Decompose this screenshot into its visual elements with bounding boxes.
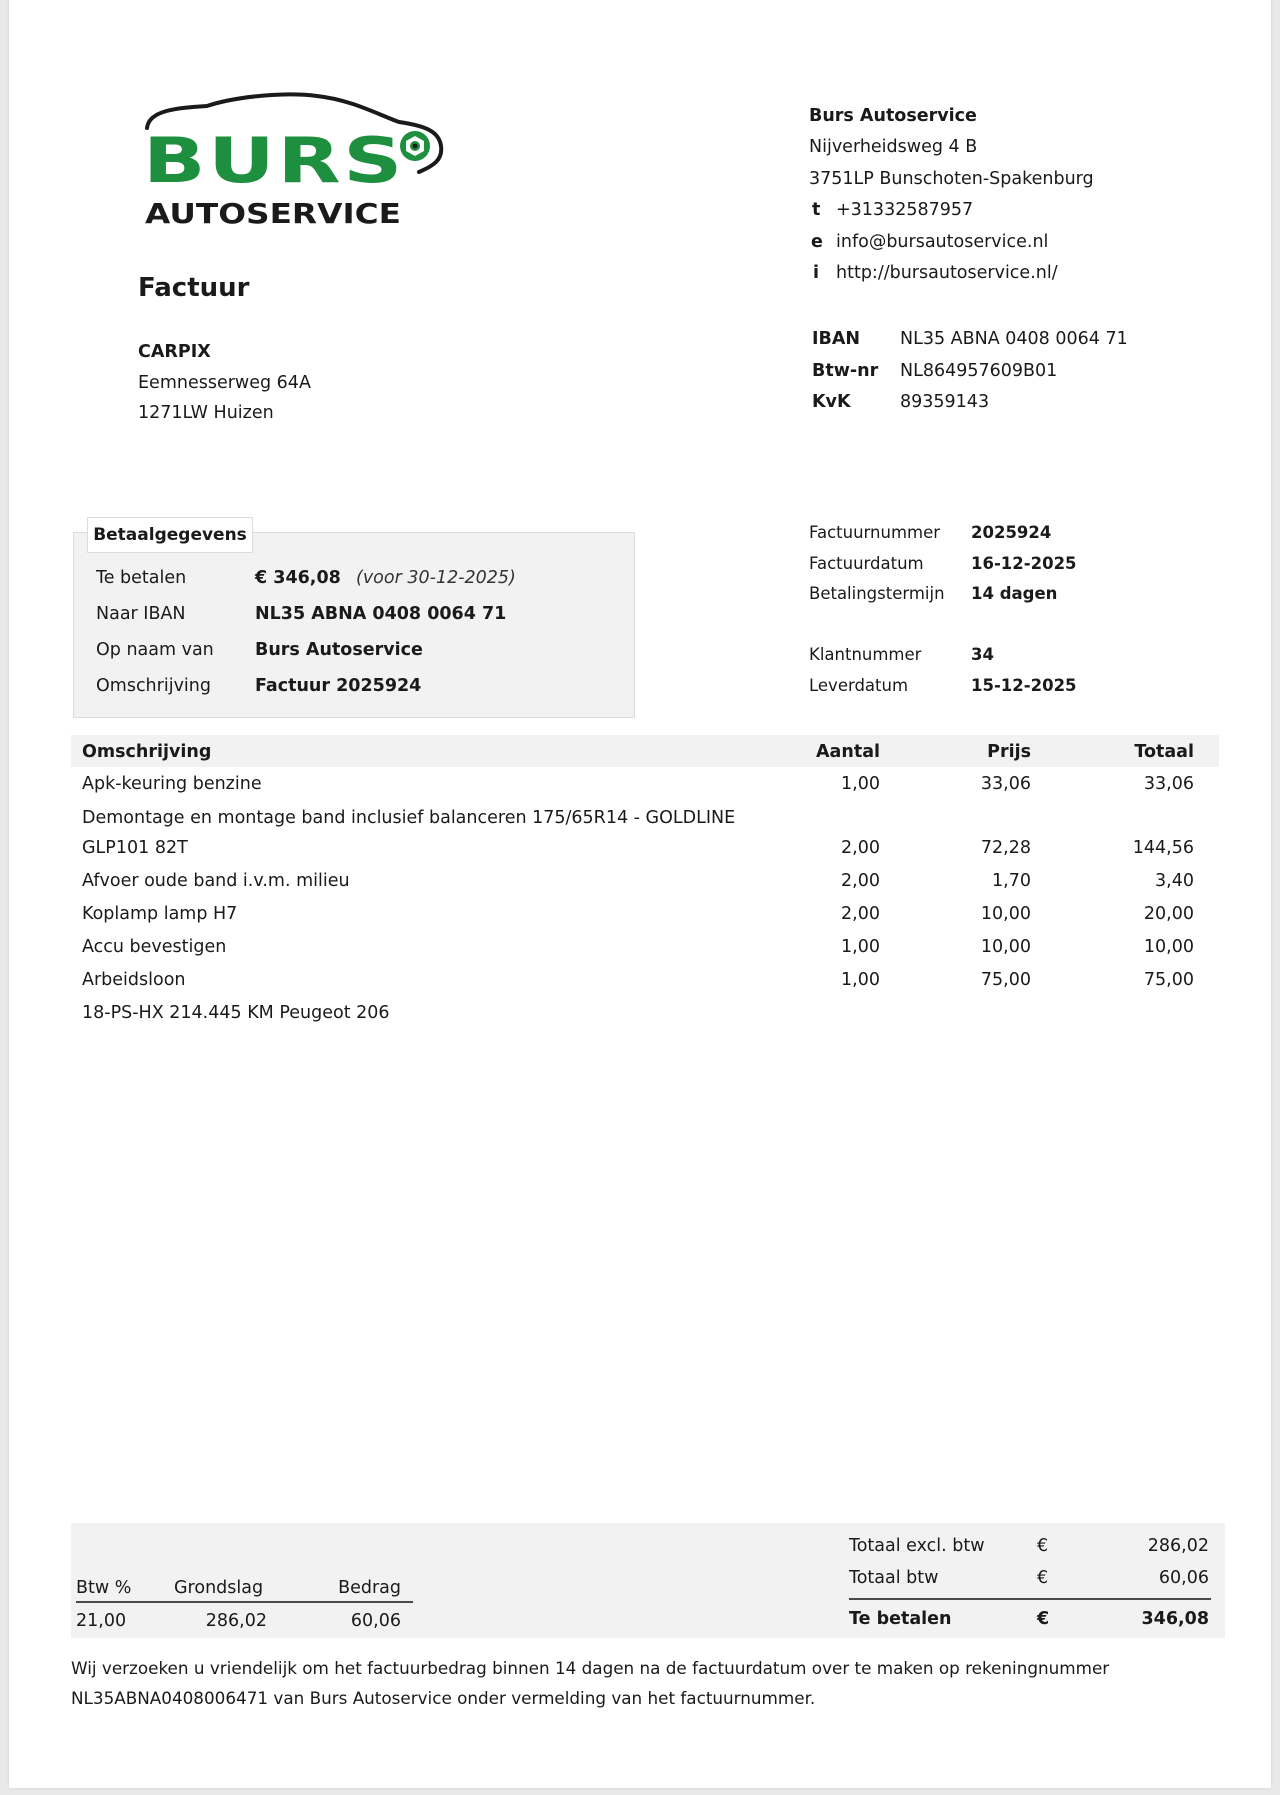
logo-tagline-text: AUTOSERVICE <box>145 197 401 230</box>
company-name: Burs Autoservice <box>809 106 977 126</box>
item-description: Demontage en montage band inclusief balanceren 175/65R14 - GOLDLINE <box>82 808 736 828</box>
total-excl-value: 286,02 <box>1147 1536 1209 1556</box>
vat-header-base: Grondslag <box>174 1578 264 1598</box>
col-header-total: Totaal <box>1134 742 1194 762</box>
item-price: 33,06 <box>980 774 1031 794</box>
item-price: 75,00 <box>980 970 1031 990</box>
company-logo <box>137 88 457 238</box>
euro-icon: € <box>1037 1536 1049 1556</box>
btw-label: Btw-nr <box>812 361 879 381</box>
vat-base: 286,02 <box>205 1611 267 1631</box>
item-price: 1,70 <box>992 871 1031 891</box>
iban-label: IBAN <box>812 329 861 349</box>
customer-name: CARPIX <box>138 342 211 362</box>
pay-desc-value: Factuur 2025924 <box>255 676 422 696</box>
company-city: 3751LP Bunschoten-Spakenburg <box>809 169 1094 189</box>
item-quantity: 2,00 <box>841 871 880 891</box>
euro-icon: € <box>1037 1568 1049 1588</box>
company-kvk: 89359143 <box>900 392 990 412</box>
company-street: Nijverheidsweg 4 B <box>809 137 978 157</box>
euro-icon: € <box>1037 1609 1050 1629</box>
item-description: Apk-keuring benzine <box>82 774 262 794</box>
amount-label: Te betalen <box>96 568 187 588</box>
company-email[interactable]: info@bursautoservice.nl <box>836 232 1049 252</box>
item-price: 72,28 <box>980 838 1031 858</box>
pay-name-label: Op naam van <box>96 640 214 660</box>
amount-value: € 346,08 <box>255 568 341 588</box>
pay-iban-label: Naar IBAN <box>96 604 186 624</box>
invoice-page <box>9 0 1271 1788</box>
col-header-price: Prijs <box>987 742 1031 762</box>
vat-header-amount: Bedrag <box>338 1578 401 1598</box>
car-wrench-logo-icon <box>137 88 457 238</box>
payment-instruction-line1: Wij verzoeken u vriendelijk om het factuurbedrag binnen 14 dagen na de factuurdatum over te maken op rekeningnummer <box>71 1658 1110 1678</box>
invoice-date-label: Factuurdatum <box>809 554 924 573</box>
item-total: 3,40 <box>1155 871 1194 891</box>
delivery-date: 15-12-2025 <box>971 676 1077 695</box>
total-excl-label: Totaal excl. btw <box>849 1536 985 1556</box>
company-btw: NL864957609B01 <box>900 361 1058 381</box>
pay-iban-value: NL35 ABNA 0408 0064 71 <box>255 604 507 624</box>
item-description-line2: GLP101 82T <box>82 838 188 858</box>
company-website[interactable]: http://bursautoservice.nl/ <box>836 263 1058 283</box>
item-total: 33,06 <box>1143 774 1194 794</box>
due-note: (voor 30-12-2025) <box>356 568 516 588</box>
company-phone[interactable]: +31332587957 <box>836 200 974 220</box>
vat-table-divider <box>76 1601 413 1603</box>
company-iban: NL35 ABNA 0408 0064 71 <box>900 329 1128 349</box>
web-icon: i <box>813 263 819 283</box>
total-vat-value: 60,06 <box>1158 1568 1209 1588</box>
items-table-header <box>71 735 1219 767</box>
vat-rate: 21,00 <box>76 1611 127 1631</box>
item-total: 20,00 <box>1143 904 1194 924</box>
pay-desc-label: Omschrijving <box>96 676 211 696</box>
vat-amount: 60,06 <box>350 1611 401 1631</box>
phone-icon: t <box>812 200 821 220</box>
col-header-quantity: Aantal <box>816 742 880 762</box>
vehicle-note: 18-PS-HX 214.445 KM Peugeot 206 <box>82 1003 390 1023</box>
invoice-number: 2025924 <box>971 523 1052 542</box>
item-total: 144,56 <box>1132 838 1194 858</box>
payment-instruction-line2: NL35ABNA0408006471 van Burs Autoservice onder vermelding van het factuurnummer. <box>71 1688 816 1708</box>
totals-divider <box>849 1598 1211 1600</box>
pay-name-value: Burs Autoservice <box>255 640 423 660</box>
item-quantity: 2,00 <box>841 838 880 858</box>
vat-header-rate: Btw % <box>76 1578 132 1598</box>
email-icon: e <box>811 232 823 252</box>
item-quantity: 1,00 <box>841 937 880 957</box>
payment-details-heading: Betaalgegevens <box>87 517 253 553</box>
invoice-number-label: Factuurnummer <box>809 523 941 542</box>
payment-term-label: Betalingstermijn <box>809 584 945 603</box>
item-quantity: 1,00 <box>841 970 880 990</box>
invoice-date: 16-12-2025 <box>971 554 1077 573</box>
item-description: Afvoer oude band i.v.m. milieu <box>82 871 350 891</box>
item-quantity: 2,00 <box>841 904 880 924</box>
item-total: 10,00 <box>1143 937 1194 957</box>
payment-term: 14 dagen <box>971 584 1058 603</box>
item-description: Arbeidsloon <box>82 970 186 990</box>
customer-city: 1271LW Huizen <box>138 403 274 423</box>
customer-number-label: Klantnummer <box>809 645 922 664</box>
item-description: Koplamp lamp H7 <box>82 904 238 924</box>
total-vat-label: Totaal btw <box>849 1568 939 1588</box>
item-total: 75,00 <box>1143 970 1194 990</box>
item-description: Accu bevestigen <box>82 937 227 957</box>
item-price: 10,00 <box>980 937 1031 957</box>
page-title: Factuur <box>138 273 250 303</box>
grand-total-value: 346,08 <box>1141 1609 1209 1629</box>
kvk-label: KvK <box>812 392 851 412</box>
delivery-date-label: Leverdatum <box>809 676 909 695</box>
item-price: 10,00 <box>980 904 1031 924</box>
customer-street: Eemnesserweg 64A <box>138 373 311 393</box>
logo-brand-text: BURS <box>143 124 405 197</box>
col-header-description: Omschrijving <box>82 742 212 762</box>
grand-total-label: Te betalen <box>849 1609 952 1629</box>
item-quantity: 1,00 <box>841 774 880 794</box>
customer-number: 34 <box>971 645 994 664</box>
